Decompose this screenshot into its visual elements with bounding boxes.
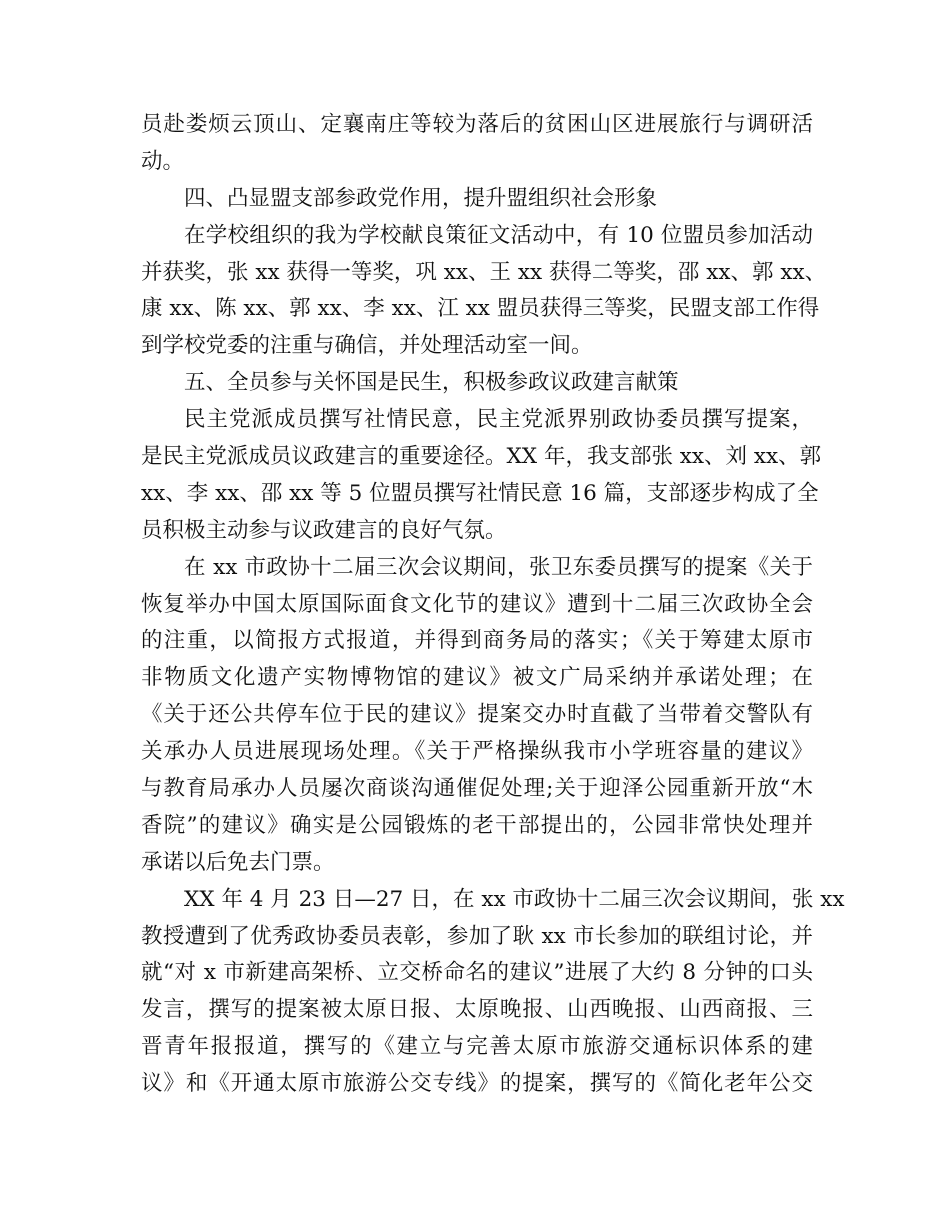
text-line: 康 xx、陈 xx、郭 xx、李 xx、江 xx 盟员获得三等奖，民盟支部工作得 — [141, 296, 820, 322]
text-line: 关承办人员进展现场处理。《关于严格操纵我市小学班容量的建议》 — [141, 739, 813, 765]
text-line: 的注重，以简报方式报道，并得到商务局的落实；《关于筹建太原市 — [141, 628, 813, 654]
text-line: 议》和《开通太原市旅游公交专线》的提案，撰写的《简化老年公交 — [141, 1071, 813, 1097]
text-line: 晋青年报报道，撰写的《建立与完善太原市旅游交通标识体系的建 — [141, 1034, 813, 1060]
text-line: 是民主党派成员议政建言的重要途径。XX 年，我支部张 xx、刘 xx、郭 — [141, 444, 822, 470]
text-line: 香院”的建议》确实是公园锻炼的老干部提出的，公园非常快处理并 — [141, 812, 813, 838]
text-line: 员赴娄烦云顶山、定襄南庄等较为落后的贫困山区进展旅行与调研活 — [141, 112, 813, 137]
text-line: 就“对 x 市新建高架桥、立交桥命名的建议”进展了大约 8 分钟的口头 — [141, 960, 813, 986]
body-text — [141, 107, 845, 1103]
text-line: 非物质文化遗产实物博物馆的建议》被文广局采纳并承诺处理；在 — [141, 665, 813, 691]
text-line: 承诺以后免去门票。 — [141, 849, 335, 875]
text-line: 《关于还公共停车位于民的建议》提案交办时直截了当带着交警队有 — [141, 702, 813, 728]
text-line: 与教育局承办人员屡次商谈沟通催促处理;关于迎泽公园重新开放“木 — [141, 776, 813, 802]
text-line: 员积极主动参与议政建言的良好气氛。 — [141, 517, 507, 543]
text-line: 并获奖，张 xx 获得一等奖，巩 xx、王 xx 获得二等奖，邵 xx、郭 xx、 — [141, 259, 827, 285]
text-line: 发言，撰写的提案被太原日报、太原晚报、山西晚报、山西商报、三 — [141, 997, 813, 1023]
text-line: 在 xx 市政协十二届三次会议期间，张卫东委员撰写的提案《关于 — [184, 554, 813, 580]
section-heading: 五、全员参与关怀国是民生，积极参政议政建言献策 — [184, 370, 679, 396]
text-line: 在学校组织的我为学校献良策征文活动中，有 10 位盟员参加活动 — [184, 222, 813, 248]
text-line: XX 年 4 月 23 日—27 日，在 xx 市政协十二届三次会议期间，张 xx — [184, 886, 845, 912]
section-heading: 四、凸显盟支部参政党作用，提升盟组织社会形象 — [184, 185, 658, 211]
text-line: 民主党派成员撰写社情民意，民主党派界别政协委员撰写提案， — [184, 407, 813, 433]
text-line: 教授遭到了优秀政协委员表彰，参加了耿 xx 市长参加的联组讨论，并 — [141, 923, 813, 949]
text-line: 动。 — [141, 148, 185, 174]
text-line: 恢复举办中国太原国际面食文化节的建议》遭到十二届三次政协全会 — [141, 591, 813, 617]
text-line: 到学校党委的注重与确信，并处理活动室一间。 — [141, 333, 593, 359]
text-line: xx、李 xx、邵 xx 等 5 位盟员撰写社情民意 16 篇，支部逐步构成了全 — [141, 480, 819, 506]
